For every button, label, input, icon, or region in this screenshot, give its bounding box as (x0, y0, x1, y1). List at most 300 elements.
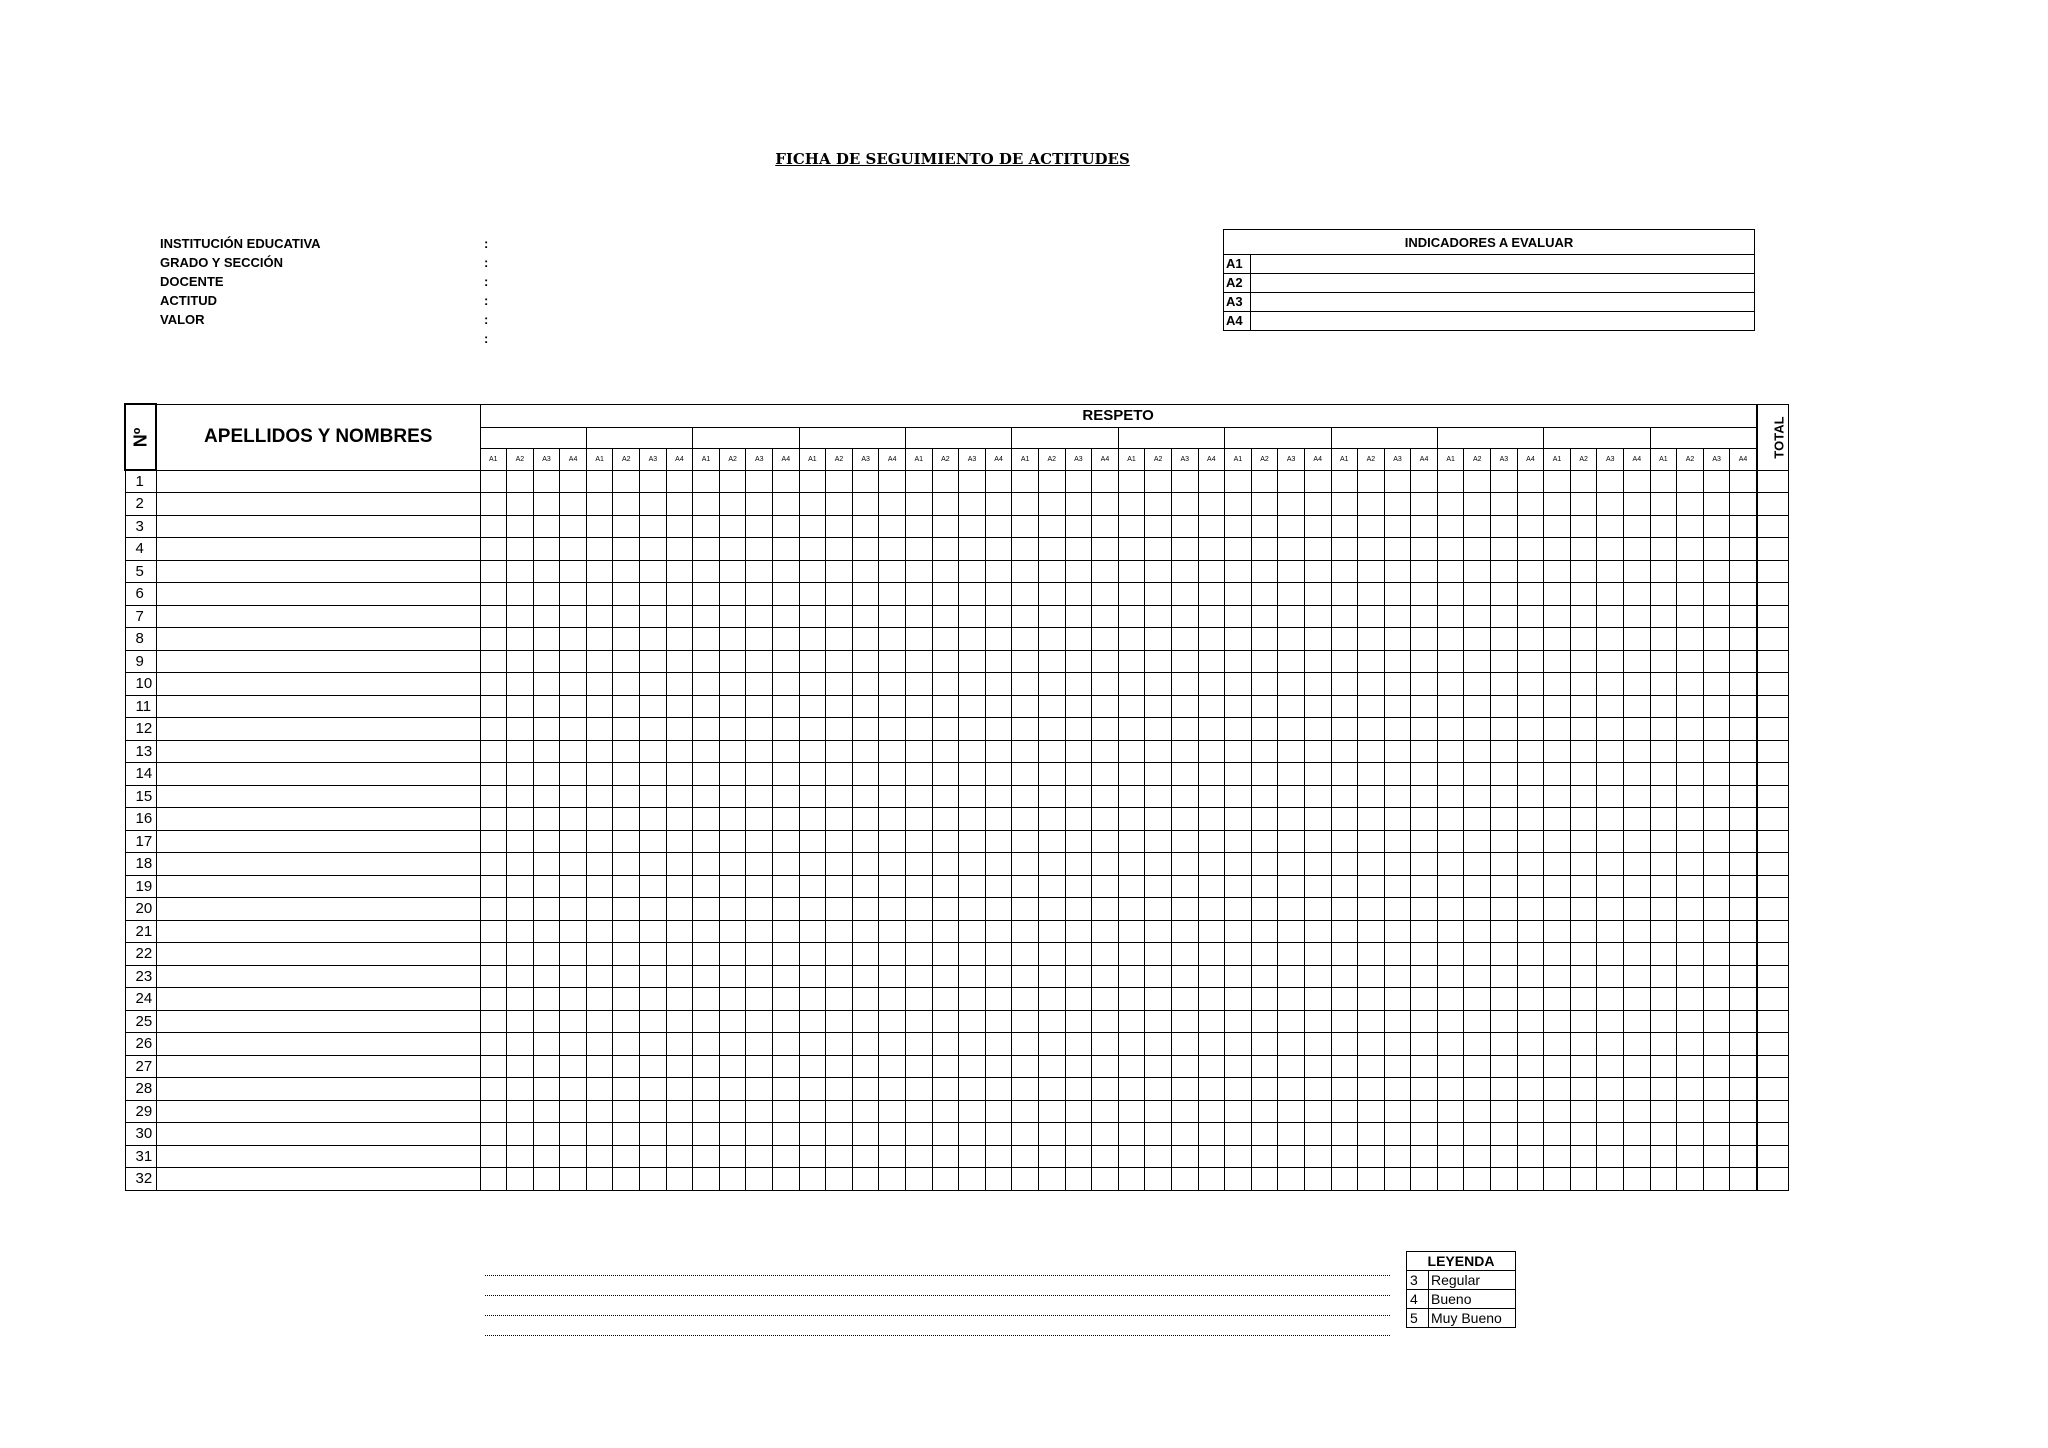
total-cell[interactable] (1757, 605, 1789, 628)
score-cell[interactable] (1570, 740, 1597, 763)
student-name-cell[interactable] (156, 718, 480, 741)
score-cell[interactable] (1038, 1033, 1065, 1056)
score-cell[interactable] (1145, 1168, 1172, 1191)
score-cell[interactable] (1092, 718, 1119, 741)
score-cell[interactable] (507, 1145, 534, 1168)
score-cell[interactable] (1624, 1078, 1651, 1101)
score-cell[interactable] (1464, 920, 1491, 943)
score-cell[interactable] (1092, 650, 1119, 673)
score-cell[interactable] (1251, 785, 1278, 808)
score-cell[interactable] (826, 493, 853, 516)
score-cell[interactable] (1145, 673, 1172, 696)
score-cell[interactable] (1145, 1055, 1172, 1078)
score-cell[interactable] (693, 470, 720, 493)
score-cell[interactable] (1171, 695, 1198, 718)
score-cell[interactable] (1012, 808, 1039, 831)
score-cell[interactable] (826, 1145, 853, 1168)
score-cell[interactable] (959, 898, 986, 921)
score-cell[interactable] (852, 1010, 879, 1033)
score-cell[interactable] (480, 785, 507, 808)
score-cell[interactable] (1171, 1168, 1198, 1191)
total-cell[interactable] (1757, 1010, 1789, 1033)
score-cell[interactable] (906, 583, 933, 606)
score-cell[interactable] (746, 875, 773, 898)
score-cell[interactable] (906, 1123, 933, 1146)
score-cell[interactable] (852, 943, 879, 966)
score-cell[interactable] (985, 515, 1012, 538)
score-cell[interactable] (1038, 1145, 1065, 1168)
score-cell[interactable] (773, 763, 800, 786)
score-cell[interactable] (560, 830, 587, 853)
score-cell[interactable] (1597, 740, 1624, 763)
score-cell[interactable] (1437, 650, 1464, 673)
score-cell[interactable] (1278, 1100, 1305, 1123)
score-cell[interactable] (1570, 1145, 1597, 1168)
score-cell[interactable] (1570, 470, 1597, 493)
score-cell[interactable] (746, 808, 773, 831)
score-cell[interactable] (852, 875, 879, 898)
score-cell[interactable] (773, 830, 800, 853)
score-cell[interactable] (560, 965, 587, 988)
score-cell[interactable] (1225, 1055, 1252, 1078)
score-cell[interactable] (773, 695, 800, 718)
score-cell[interactable] (613, 1123, 640, 1146)
score-cell[interactable] (1437, 830, 1464, 853)
score-cell[interactable] (1544, 493, 1571, 516)
score-cell[interactable] (879, 853, 906, 876)
score-cell[interactable] (613, 740, 640, 763)
score-cell[interactable] (1570, 605, 1597, 628)
score-cell[interactable] (1544, 1010, 1571, 1033)
score-cell[interactable] (1278, 560, 1305, 583)
student-name-cell[interactable] (156, 1100, 480, 1123)
score-cell[interactable] (533, 943, 560, 966)
score-cell[interactable] (906, 763, 933, 786)
score-cell[interactable] (586, 988, 613, 1011)
score-cell[interactable] (560, 1033, 587, 1056)
score-cell[interactable] (640, 605, 667, 628)
score-cell[interactable] (985, 1100, 1012, 1123)
score-cell[interactable] (693, 583, 720, 606)
score-cell[interactable] (1145, 1010, 1172, 1033)
score-cell[interactable] (959, 718, 986, 741)
score-cell[interactable] (613, 718, 640, 741)
score-cell[interactable] (959, 1145, 986, 1168)
score-cell[interactable] (1225, 538, 1252, 561)
score-cell[interactable] (1703, 943, 1730, 966)
score-cell[interactable] (959, 763, 986, 786)
score-cell[interactable] (932, 1010, 959, 1033)
score-cell[interactable] (1437, 1145, 1464, 1168)
score-cell[interactable] (1650, 965, 1677, 988)
score-cell[interactable] (1544, 1033, 1571, 1056)
score-cell[interactable] (1650, 560, 1677, 583)
score-cell[interactable] (879, 695, 906, 718)
score-cell[interactable] (1171, 493, 1198, 516)
score-cell[interactable] (1038, 650, 1065, 673)
score-cell[interactable] (1703, 853, 1730, 876)
score-cell[interactable] (1624, 560, 1651, 583)
score-cell[interactable] (719, 1033, 746, 1056)
score-cell[interactable] (533, 1123, 560, 1146)
score-cell[interactable] (1411, 493, 1438, 516)
score-cell[interactable] (879, 763, 906, 786)
score-cell[interactable] (799, 965, 826, 988)
score-cell[interactable] (852, 493, 879, 516)
score-cell[interactable] (1437, 1055, 1464, 1078)
score-cell[interactable] (1358, 1168, 1385, 1191)
score-cell[interactable] (533, 1010, 560, 1033)
score-cell[interactable] (640, 560, 667, 583)
score-cell[interactable] (1012, 1123, 1039, 1146)
score-cell[interactable] (586, 853, 613, 876)
score-cell[interactable] (1597, 493, 1624, 516)
score-cell[interactable] (1411, 538, 1438, 561)
student-name-cell[interactable] (156, 650, 480, 673)
score-cell[interactable] (826, 1055, 853, 1078)
score-cell[interactable] (1597, 965, 1624, 988)
score-cell[interactable] (1491, 1100, 1518, 1123)
score-cell[interactable] (1331, 943, 1358, 966)
total-cell[interactable] (1757, 920, 1789, 943)
score-cell[interactable] (879, 605, 906, 628)
score-cell[interactable] (1650, 515, 1677, 538)
score-cell[interactable] (1065, 1078, 1092, 1101)
score-cell[interactable] (932, 808, 959, 831)
score-cell[interactable] (985, 718, 1012, 741)
score-cell[interactable] (959, 1010, 986, 1033)
score-cell[interactable] (640, 1055, 667, 1078)
score-cell[interactable] (1650, 470, 1677, 493)
score-cell[interactable] (1065, 763, 1092, 786)
score-cell[interactable] (799, 740, 826, 763)
score-cell[interactable] (1517, 830, 1544, 853)
score-cell[interactable] (586, 1055, 613, 1078)
score-cell[interactable] (852, 898, 879, 921)
score-cell[interactable] (1251, 1055, 1278, 1078)
score-cell[interactable] (1491, 740, 1518, 763)
score-cell[interactable] (1304, 650, 1331, 673)
score-cell[interactable] (1012, 673, 1039, 696)
score-cell[interactable] (1517, 763, 1544, 786)
score-cell[interactable] (985, 1055, 1012, 1078)
score-cell[interactable] (1012, 695, 1039, 718)
score-cell[interactable] (1650, 1033, 1677, 1056)
score-cell[interactable] (746, 1078, 773, 1101)
score-cell[interactable] (507, 605, 534, 628)
score-cell[interactable] (666, 1078, 693, 1101)
score-cell[interactable] (906, 875, 933, 898)
score-cell[interactable] (1092, 920, 1119, 943)
score-cell[interactable] (1065, 853, 1092, 876)
score-cell[interactable] (1171, 853, 1198, 876)
score-cell[interactable] (1411, 718, 1438, 741)
score-cell[interactable] (1278, 988, 1305, 1011)
score-cell[interactable] (1677, 1123, 1704, 1146)
score-cell[interactable] (1624, 853, 1651, 876)
score-cell[interactable] (1092, 493, 1119, 516)
score-cell[interactable] (1544, 1055, 1571, 1078)
score-cell[interactable] (1145, 538, 1172, 561)
score-cell[interactable] (1491, 988, 1518, 1011)
score-cell[interactable] (1092, 515, 1119, 538)
score-cell[interactable] (1304, 1033, 1331, 1056)
score-cell[interactable] (1597, 830, 1624, 853)
score-cell[interactable] (1251, 1168, 1278, 1191)
student-name-cell[interactable] (156, 1078, 480, 1101)
score-cell[interactable] (586, 1078, 613, 1101)
score-cell[interactable] (1624, 605, 1651, 628)
score-cell[interactable] (480, 583, 507, 606)
score-cell[interactable] (613, 650, 640, 673)
score-cell[interactable] (1038, 673, 1065, 696)
score-cell[interactable] (1464, 605, 1491, 628)
score-cell[interactable] (1597, 1033, 1624, 1056)
score-cell[interactable] (746, 988, 773, 1011)
score-cell[interactable] (773, 853, 800, 876)
score-cell[interactable] (985, 1033, 1012, 1056)
score-cell[interactable] (719, 1123, 746, 1146)
score-cell[interactable] (852, 1078, 879, 1101)
score-cell[interactable] (1544, 515, 1571, 538)
score-cell[interactable] (613, 943, 640, 966)
score-cell[interactable] (932, 1168, 959, 1191)
score-cell[interactable] (799, 515, 826, 538)
score-cell[interactable] (852, 538, 879, 561)
score-cell[interactable] (959, 538, 986, 561)
score-cell[interactable] (773, 560, 800, 583)
score-cell[interactable] (1570, 650, 1597, 673)
score-cell[interactable] (1384, 898, 1411, 921)
score-cell[interactable] (1437, 1078, 1464, 1101)
score-cell[interactable] (1517, 695, 1544, 718)
score-cell[interactable] (1065, 538, 1092, 561)
total-cell[interactable] (1757, 943, 1789, 966)
score-cell[interactable] (1677, 1010, 1704, 1033)
score-cell[interactable] (1650, 875, 1677, 898)
score-cell[interactable] (719, 988, 746, 1011)
student-name-cell[interactable] (156, 1145, 480, 1168)
score-cell[interactable] (1411, 830, 1438, 853)
score-cell[interactable] (1730, 1078, 1757, 1101)
score-cell[interactable] (1358, 493, 1385, 516)
score-cell[interactable] (533, 470, 560, 493)
score-cell[interactable] (1730, 1033, 1757, 1056)
score-cell[interactable] (1544, 898, 1571, 921)
score-cell[interactable] (985, 1010, 1012, 1033)
score-cell[interactable] (932, 718, 959, 741)
score-cell[interactable] (1384, 1100, 1411, 1123)
score-cell[interactable] (1411, 965, 1438, 988)
score-cell[interactable] (1304, 965, 1331, 988)
score-cell[interactable] (1092, 763, 1119, 786)
score-cell[interactable] (1092, 470, 1119, 493)
score-cell[interactable] (746, 785, 773, 808)
score-cell[interactable] (1650, 695, 1677, 718)
score-cell[interactable] (480, 1168, 507, 1191)
total-cell[interactable] (1757, 830, 1789, 853)
score-cell[interactable] (799, 538, 826, 561)
score-cell[interactable] (1491, 628, 1518, 651)
score-cell[interactable] (1677, 1055, 1704, 1078)
score-cell[interactable] (906, 1055, 933, 1078)
score-cell[interactable] (693, 695, 720, 718)
score-cell[interactable] (985, 1123, 1012, 1146)
score-cell[interactable] (507, 1033, 534, 1056)
score-cell[interactable] (1570, 538, 1597, 561)
score-cell[interactable] (1331, 1145, 1358, 1168)
score-cell[interactable] (1118, 1145, 1145, 1168)
score-cell[interactable] (1437, 515, 1464, 538)
score-cell[interactable] (1544, 875, 1571, 898)
score-cell[interactable] (1012, 583, 1039, 606)
score-cell[interactable] (826, 560, 853, 583)
score-cell[interactable] (1358, 470, 1385, 493)
score-cell[interactable] (586, 763, 613, 786)
score-cell[interactable] (1278, 628, 1305, 651)
score-cell[interactable] (693, 920, 720, 943)
score-cell[interactable] (1624, 695, 1651, 718)
score-cell[interactable] (1198, 628, 1225, 651)
score-cell[interactable] (932, 898, 959, 921)
score-cell[interactable] (879, 1055, 906, 1078)
score-cell[interactable] (1038, 583, 1065, 606)
score-cell[interactable] (746, 1033, 773, 1056)
score-cell[interactable] (1384, 605, 1411, 628)
score-cell[interactable] (1118, 808, 1145, 831)
score-cell[interactable] (533, 808, 560, 831)
score-cell[interactable] (906, 493, 933, 516)
score-cell[interactable] (1065, 718, 1092, 741)
score-cell[interactable] (1331, 493, 1358, 516)
score-cell[interactable] (1624, 988, 1651, 1011)
score-cell[interactable] (932, 695, 959, 718)
score-cell[interactable] (666, 853, 693, 876)
score-cell[interactable] (1464, 718, 1491, 741)
score-cell[interactable] (932, 1145, 959, 1168)
score-cell[interactable] (1038, 1010, 1065, 1033)
score-cell[interactable] (985, 493, 1012, 516)
score-cell[interactable] (1544, 605, 1571, 628)
score-cell[interactable] (1464, 470, 1491, 493)
score-cell[interactable] (1358, 943, 1385, 966)
score-cell[interactable] (1384, 830, 1411, 853)
score-cell[interactable] (560, 583, 587, 606)
score-cell[interactable] (799, 1055, 826, 1078)
score-cell[interactable] (586, 785, 613, 808)
score-cell[interactable] (1198, 853, 1225, 876)
score-cell[interactable] (1358, 695, 1385, 718)
score-cell[interactable] (746, 853, 773, 876)
score-cell[interactable] (533, 538, 560, 561)
score-cell[interactable] (693, 830, 720, 853)
score-cell[interactable] (1703, 875, 1730, 898)
score-cell[interactable] (1198, 740, 1225, 763)
score-cell[interactable] (799, 763, 826, 786)
score-cell[interactable] (1730, 605, 1757, 628)
score-cell[interactable] (985, 898, 1012, 921)
score-cell[interactable] (1225, 898, 1252, 921)
score-cell[interactable] (985, 965, 1012, 988)
score-cell[interactable] (1198, 988, 1225, 1011)
score-cell[interactable] (1171, 1055, 1198, 1078)
score-cell[interactable] (1145, 1100, 1172, 1123)
score-cell[interactable] (640, 1010, 667, 1033)
score-cell[interactable] (746, 1145, 773, 1168)
score-cell[interactable] (1677, 830, 1704, 853)
score-cell[interactable] (1703, 515, 1730, 538)
score-cell[interactable] (1145, 898, 1172, 921)
score-cell[interactable] (799, 695, 826, 718)
score-cell[interactable] (1065, 695, 1092, 718)
score-cell[interactable] (852, 740, 879, 763)
score-cell[interactable] (1278, 1055, 1305, 1078)
score-cell[interactable] (1677, 605, 1704, 628)
score-cell[interactable] (1464, 650, 1491, 673)
score-cell[interactable] (1145, 965, 1172, 988)
score-cell[interactable] (1517, 1168, 1544, 1191)
score-cell[interactable] (1491, 493, 1518, 516)
score-cell[interactable] (852, 1033, 879, 1056)
score-cell[interactable] (1145, 1145, 1172, 1168)
score-cell[interactable] (1304, 1145, 1331, 1168)
score-cell[interactable] (1251, 853, 1278, 876)
score-cell[interactable] (666, 1145, 693, 1168)
score-cell[interactable] (879, 560, 906, 583)
score-cell[interactable] (1730, 920, 1757, 943)
score-cell[interactable] (1411, 1168, 1438, 1191)
score-cell[interactable] (1437, 875, 1464, 898)
score-cell[interactable] (666, 898, 693, 921)
score-cell[interactable] (1384, 1055, 1411, 1078)
score-cell[interactable] (507, 673, 534, 696)
score-cell[interactable] (666, 1033, 693, 1056)
score-cell[interactable] (693, 718, 720, 741)
score-cell[interactable] (693, 1033, 720, 1056)
score-cell[interactable] (1171, 628, 1198, 651)
score-cell[interactable] (666, 965, 693, 988)
score-cell[interactable] (1065, 470, 1092, 493)
total-cell[interactable] (1757, 763, 1789, 786)
score-cell[interactable] (1145, 1078, 1172, 1101)
student-name-cell[interactable] (156, 853, 480, 876)
score-cell[interactable] (1198, 875, 1225, 898)
score-cell[interactable] (1650, 673, 1677, 696)
score-cell[interactable] (906, 830, 933, 853)
score-cell[interactable] (1437, 763, 1464, 786)
score-cell[interactable] (799, 1010, 826, 1033)
score-cell[interactable] (1278, 695, 1305, 718)
score-cell[interactable] (1118, 628, 1145, 651)
score-cell[interactable] (719, 740, 746, 763)
score-cell[interactable] (1251, 695, 1278, 718)
score-cell[interactable] (852, 808, 879, 831)
total-cell[interactable] (1757, 673, 1789, 696)
score-cell[interactable] (640, 1033, 667, 1056)
total-cell[interactable] (1757, 470, 1789, 493)
score-cell[interactable] (507, 988, 534, 1011)
score-cell[interactable] (799, 785, 826, 808)
total-cell[interactable] (1757, 538, 1789, 561)
indicator-value[interactable] (1251, 312, 1754, 330)
score-cell[interactable] (1304, 1055, 1331, 1078)
score-cell[interactable] (1145, 695, 1172, 718)
score-cell[interactable] (879, 1168, 906, 1191)
score-cell[interactable] (693, 1100, 720, 1123)
total-cell[interactable] (1757, 988, 1789, 1011)
score-cell[interactable] (693, 1055, 720, 1078)
score-cell[interactable] (1570, 1010, 1597, 1033)
